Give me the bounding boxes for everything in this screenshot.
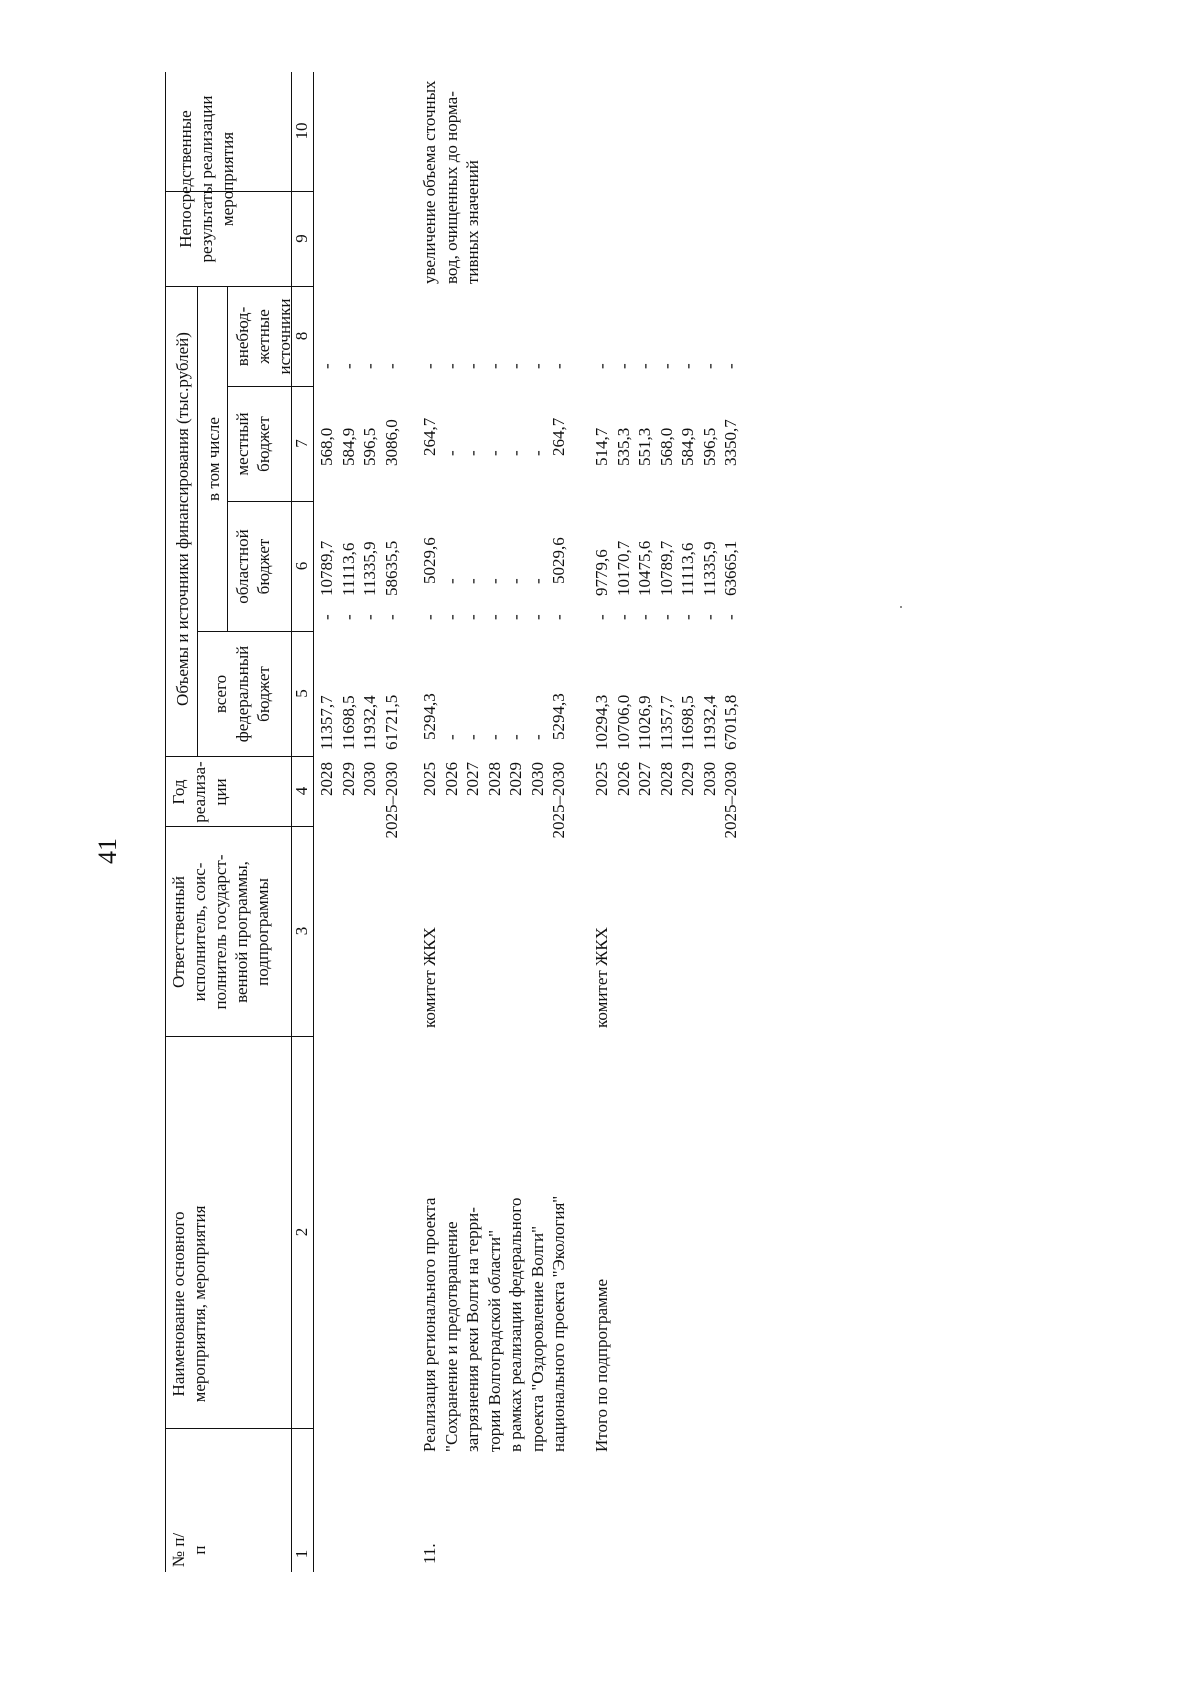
federal-cell: - (549, 614, 568, 620)
year-cell: 2028 (317, 762, 336, 796)
subprogram-total-executor: комитет ЖКХ (592, 927, 611, 1028)
regional-cell: - (484, 578, 504, 584)
colnum-10: 10 (292, 122, 311, 140)
year-cell: 2025–2030 (721, 762, 740, 839)
result-line: увеличение объема сточных (420, 80, 439, 284)
item-number: 11. (420, 1543, 439, 1564)
extrabudgetary-cell: - (381, 363, 401, 369)
colnum-6: 6 (292, 561, 311, 571)
header-extrabudgetary: внебюд-жетные источники (233, 298, 294, 375)
year-cell: 2029 (678, 762, 697, 796)
local-cell: 568,0 (317, 427, 336, 466)
colnum-3: 3 (292, 926, 311, 936)
header-federal: федеральный бюджет (233, 645, 273, 743)
colnum-2: 2 (292, 1227, 311, 1237)
local-cell: 596,5 (699, 427, 719, 466)
extrabudgetary-cell: - (699, 363, 719, 369)
federal-cell: - (338, 614, 358, 620)
colnum-4: 4 (292, 786, 311, 796)
federal-cell: - (420, 614, 439, 620)
total-cell: 5294,3 (420, 693, 439, 740)
year-cell: 2025 (592, 762, 611, 796)
scan-speck (900, 606, 902, 608)
federal-cell: - (656, 614, 676, 620)
regional-cell: 10475,6 (635, 540, 654, 596)
regional-cell: 63665,1 (721, 540, 740, 596)
regional-cell: 5029,6 (549, 537, 568, 584)
extrabudgetary-cell: - (549, 363, 568, 369)
local-cell: 584,9 (338, 427, 358, 466)
item-result (419, 69, 484, 284)
extrabudgetary-cell: - (420, 363, 439, 369)
federal-cell: - (381, 614, 401, 620)
federal-cell: - (613, 614, 633, 620)
local-cell: 596,5 (360, 427, 379, 466)
year-cell: 2026 (441, 762, 461, 796)
federal-cell: - (635, 614, 654, 620)
item-name-line: Реализация регионального проекта (420, 1197, 439, 1452)
extrabudgetary-cell: - (441, 363, 461, 369)
block0-total (316, 695, 402, 750)
year-cell: 2025–2030 (549, 762, 568, 839)
total-cell: 11026,9 (635, 695, 654, 750)
regional-cell: 9779,6 (592, 549, 611, 596)
local-cell: 535,3 (613, 427, 633, 466)
federal-cell: - (699, 614, 719, 620)
local-cell: 264,7 (549, 417, 568, 456)
header-financing-group: Объемы и источники финансирования (тыс.рублей) (173, 332, 192, 706)
block0-extrabudgetary (316, 363, 402, 369)
total-cell: 10706,0 (613, 694, 633, 750)
block0-years (316, 762, 402, 842)
item-name-line: тории Волгоградской области" (484, 1229, 504, 1452)
regional-cell: 11113,6 (678, 542, 697, 596)
regional-cell: 10170,7 (613, 540, 633, 596)
local-cell: - (441, 450, 461, 456)
year-cell: 2026 (613, 762, 633, 796)
local-cell: - (506, 450, 525, 456)
item-name-line: проекта "Оздоровление Волги" (527, 1225, 547, 1452)
extrabudgetary-cell: - (656, 363, 676, 369)
extrabudgetary-cell: - (338, 363, 358, 369)
colnum-8: 8 (292, 331, 311, 341)
header-results: Непосредственные результаты реализации мероприятия (176, 95, 237, 263)
col-sep-1 (165, 1428, 313, 1429)
regional-cell: 10789,7 (317, 540, 336, 596)
header-number: № п/п (169, 1532, 209, 1568)
item-name-line: загрязнения реки Волги на терри- (463, 1207, 482, 1452)
federal-cell: - (592, 614, 611, 620)
block0-local (316, 419, 402, 466)
block0-federal (316, 614, 402, 620)
block2-total (591, 695, 742, 750)
local-cell: 264,7 (420, 417, 439, 456)
total-cell: - (506, 734, 525, 740)
colnum-5: 5 (292, 689, 311, 698)
extrabudgetary-cell: - (678, 363, 697, 369)
table-top-border (165, 72, 166, 1572)
total-cell: 11357,7 (317, 695, 336, 750)
block1-local (419, 418, 570, 456)
extrabudgetary-cell: - (527, 363, 547, 369)
total-cell: - (484, 734, 504, 740)
header-total: всего (211, 674, 230, 714)
local-cell: - (463, 450, 482, 456)
extrabudgetary-cell: - (360, 363, 379, 369)
item-executor: комитет ЖКХ (420, 927, 439, 1028)
extrabudgetary-cell: - (635, 363, 654, 369)
item-name (419, 1152, 570, 1452)
federal-cell: - (678, 614, 697, 620)
local-cell: 551,3 (635, 427, 654, 466)
subprogram-total-label: Итого по подпрограмме (592, 1278, 611, 1452)
federal-cell: - (484, 614, 504, 620)
extrabudgetary-cell: - (613, 363, 633, 369)
subheader-line-split (227, 287, 228, 632)
result-line: тивных значений (463, 160, 482, 284)
local-cell: 568,0 (656, 427, 676, 466)
total-cell: 11357,7 (656, 695, 676, 750)
header-name: Наименование основного мероприятия, мероприятия (169, 1205, 209, 1403)
block2-federal (591, 614, 742, 620)
total-cell: 11932,4 (699, 695, 719, 750)
header-year: Год реализа-ции (169, 761, 230, 823)
year-cell: 2028 (484, 762, 504, 796)
total-cell: 11698,5 (338, 695, 358, 750)
header-including: в том числе (204, 417, 223, 501)
item-name-line: национального проекта "Экология" (549, 1195, 568, 1452)
total-cell: 67015,8 (721, 694, 740, 750)
regional-cell: 5029,6 (420, 537, 439, 584)
regional-cell: 11335,9 (699, 541, 719, 596)
extrabudgetary-cell: - (463, 363, 482, 369)
regional-cell: - (441, 578, 461, 584)
extrabudgetary-cell: - (592, 363, 611, 369)
total-cell: 11932,4 (360, 695, 379, 750)
year-cell: 2030 (699, 762, 719, 796)
colnum-9: 9 (292, 234, 311, 243)
federal-cell: - (463, 614, 482, 620)
block1-regional (419, 537, 570, 584)
block1-years (419, 762, 570, 842)
total-cell: - (441, 734, 461, 740)
year-cell: 2028 (656, 762, 676, 796)
block2-extrabudgetary (591, 363, 742, 369)
year-cell: 2029 (338, 762, 358, 796)
regional-cell: - (463, 578, 482, 584)
federal-cell: - (527, 614, 547, 620)
local-cell: 3086,0 (381, 419, 401, 466)
year-cell: 2030 (527, 762, 547, 796)
federal-cell: - (360, 614, 379, 620)
block2-regional (591, 541, 742, 596)
extrabudgetary-cell: - (721, 363, 740, 369)
total-cell: 11698,5 (678, 695, 697, 750)
item-name-line: "Сохранение и предотвращение (441, 1221, 461, 1452)
federal-cell: - (317, 614, 336, 620)
local-cell: 584,9 (678, 427, 697, 466)
year-cell: 2030 (360, 762, 379, 796)
regional-cell: 10789,7 (656, 540, 676, 596)
block1-total (419, 693, 570, 740)
regional-cell: 58635,5 (381, 540, 401, 596)
federal-cell: - (506, 614, 525, 620)
extrabudgetary-cell: - (506, 363, 525, 369)
total-cell: 5294,3 (549, 693, 568, 740)
block0-regional (316, 541, 402, 596)
local-cell: 3350,7 (721, 419, 740, 466)
year-cell: 2027 (463, 762, 482, 796)
year-cell: 2027 (635, 762, 654, 796)
block2-local (591, 419, 742, 466)
total-cell: - (527, 734, 547, 740)
federal-cell: - (441, 614, 461, 620)
regional-cell: - (506, 578, 525, 584)
federal-cell: - (721, 614, 740, 620)
result-line: вод, очищенных до норма- (441, 91, 461, 284)
total-cell: 10294,3 (592, 694, 611, 750)
extrabudgetary-cell: - (484, 363, 504, 369)
total-cell: 61721,5 (381, 694, 401, 750)
year-cell: 2025–2030 (381, 762, 401, 839)
total-cell: - (463, 734, 482, 740)
colnum-bottom-line (313, 72, 314, 1572)
regional-cell: - (527, 578, 547, 584)
header-executor: Ответственный исполнитель, соис-полнитель государст-венной программы, подпрограммы (169, 854, 272, 1010)
header-local: местный бюджет (233, 412, 273, 476)
extrabudgetary-cell: - (317, 363, 336, 369)
page-number: 41 (93, 838, 122, 864)
local-cell: - (527, 450, 547, 456)
year-cell: 2025 (420, 762, 439, 796)
colnum-1: 1 (292, 1549, 311, 1559)
local-cell: - (484, 450, 504, 456)
year-cell: 2029 (506, 762, 525, 796)
block1-extrabudgetary (419, 363, 570, 369)
block2-years (591, 762, 742, 842)
local-cell: 514,7 (592, 427, 611, 466)
colnum-7: 7 (292, 439, 311, 448)
header-regional: областной бюджет (233, 529, 273, 604)
regional-cell: 11113,6 (338, 542, 358, 596)
block1-federal (419, 614, 570, 620)
regional-cell: 11335,9 (360, 541, 379, 596)
subheader-line-total (197, 287, 198, 757)
item-name-line: в рамках реализации федерального (506, 1197, 525, 1452)
